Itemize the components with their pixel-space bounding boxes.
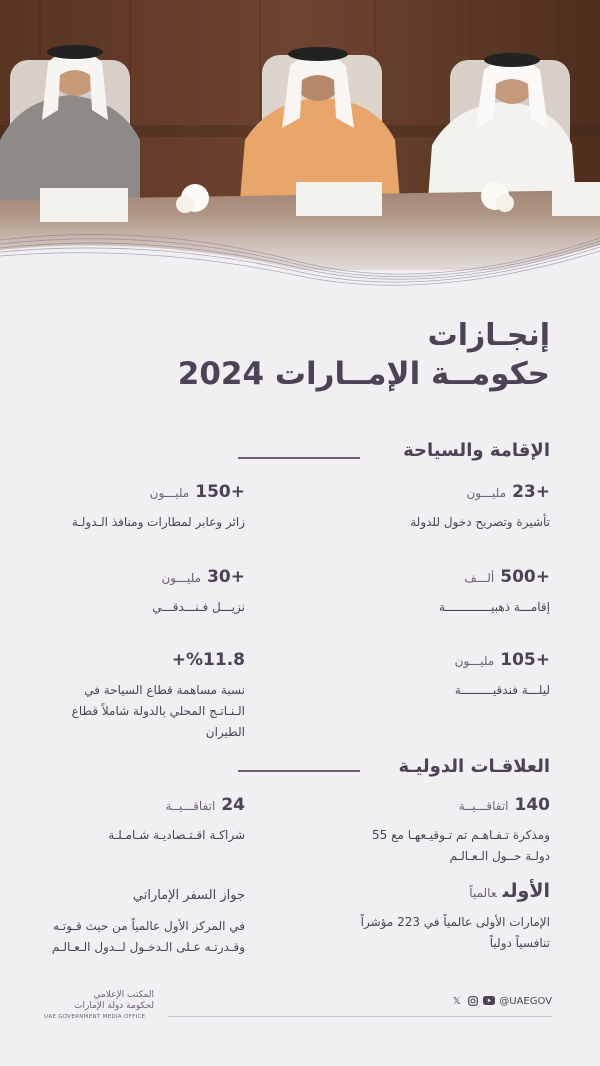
stat-description: زائر وعابر لمطارات ومنافذ الـدولـة	[71, 515, 245, 529]
stat-number: +500	[500, 567, 550, 587]
stat-number: 140	[514, 795, 550, 815]
section-divider	[238, 457, 360, 459]
stat-unit: عالمياً	[469, 886, 497, 900]
stat-hotel-nights	[350, 650, 550, 701]
stat-agreements-24	[45, 795, 245, 846]
youtube-icon[interactable]	[483, 996, 494, 1007]
logo-english: UAE GOVERNMENT MEDIA OFFICE	[44, 1014, 146, 1020]
logo-arabic-line-1: المكتب الإعلامي	[93, 990, 154, 1000]
stat-unit: مليـــون	[466, 486, 507, 500]
footer-divider	[168, 1016, 552, 1017]
stat-unit: اتفاقـــيــة	[458, 799, 509, 813]
stat-number: %11.8+	[171, 650, 245, 670]
stat-description: ليلـــة فندقيـــــــــة	[454, 683, 550, 697]
x-icon[interactable]: 𝕏	[452, 996, 461, 1007]
stat-description: الإمارات الأولى عالمياً في 223 مؤشراً تنافسياً دولياً	[360, 915, 550, 950]
stat-description: في المركز الأول عالمياً من حيث قـوتـه وقـدرتـه عـلى الـدخـول لــدول الـعـالـم	[51, 919, 245, 954]
section-divider	[238, 770, 360, 772]
stat-number: +105	[500, 650, 550, 670]
stat-description: إقامـــة ذهبيـــــــــــــة	[439, 600, 550, 614]
stat-description: تأشيرة وتصريح دخول للدولة	[410, 515, 550, 529]
title-line-1: إنجـازات	[427, 318, 550, 353]
logo-arabic-line-2: لحكومة دولة الإمارات	[74, 1001, 154, 1011]
stat-description: نزيـــل فـنـــدقـــي	[152, 600, 245, 614]
title-line-2: حكومــة الإمــارات 2024	[177, 356, 550, 392]
stat-agreements-140	[350, 795, 550, 867]
stat-description: نسبة مساهمة قطاع السياحة في الـنـاتـج المحلي بالدولة شاملاً قطاع الطيران	[71, 683, 245, 739]
social-handle[interactable]: @UAEGOV	[499, 996, 552, 1007]
stat-number: 24	[221, 795, 245, 815]
stat-tourism-gdp	[45, 650, 245, 743]
instagram-icon[interactable]	[467, 996, 478, 1007]
stat-number: +23	[512, 482, 550, 502]
stat-passport	[45, 884, 245, 958]
stat-unit: مليـــون	[161, 571, 202, 585]
stat-unit: مليـــون	[454, 654, 495, 668]
stat-number: +30	[207, 567, 245, 587]
stat-hotel-guests	[45, 567, 245, 618]
stat-number: الأولى	[502, 880, 550, 902]
section-heading-international: العلاقـات الدوليـة	[398, 756, 550, 777]
stat-description: ومذكرة تـفـاهـم تم تـوقيـعهـا مع 55 دولـة حــول الـعـالـم	[372, 828, 550, 863]
cabinet-meeting-photo	[0, 0, 600, 300]
stat-first-globally	[350, 880, 550, 954]
social-links	[451, 996, 552, 1007]
stat-unit: اتفاقـــيــة	[165, 799, 216, 813]
stat-number: +150	[195, 482, 245, 502]
stat-unit: ألـــف	[464, 571, 495, 585]
stat-golden-residency	[350, 567, 550, 618]
stat-visas	[350, 482, 550, 533]
stat-visitors	[45, 482, 245, 533]
stat-description: شراكـة اقـتـصاديـة شـامـلـة	[108, 828, 245, 842]
stat-number: جواز السفر الإماراتي	[132, 888, 245, 903]
media-office-logo	[44, 990, 154, 1020]
section-heading-tourism: الإقامة والسياحة	[403, 440, 550, 461]
stat-unit: مليـــون	[149, 486, 190, 500]
